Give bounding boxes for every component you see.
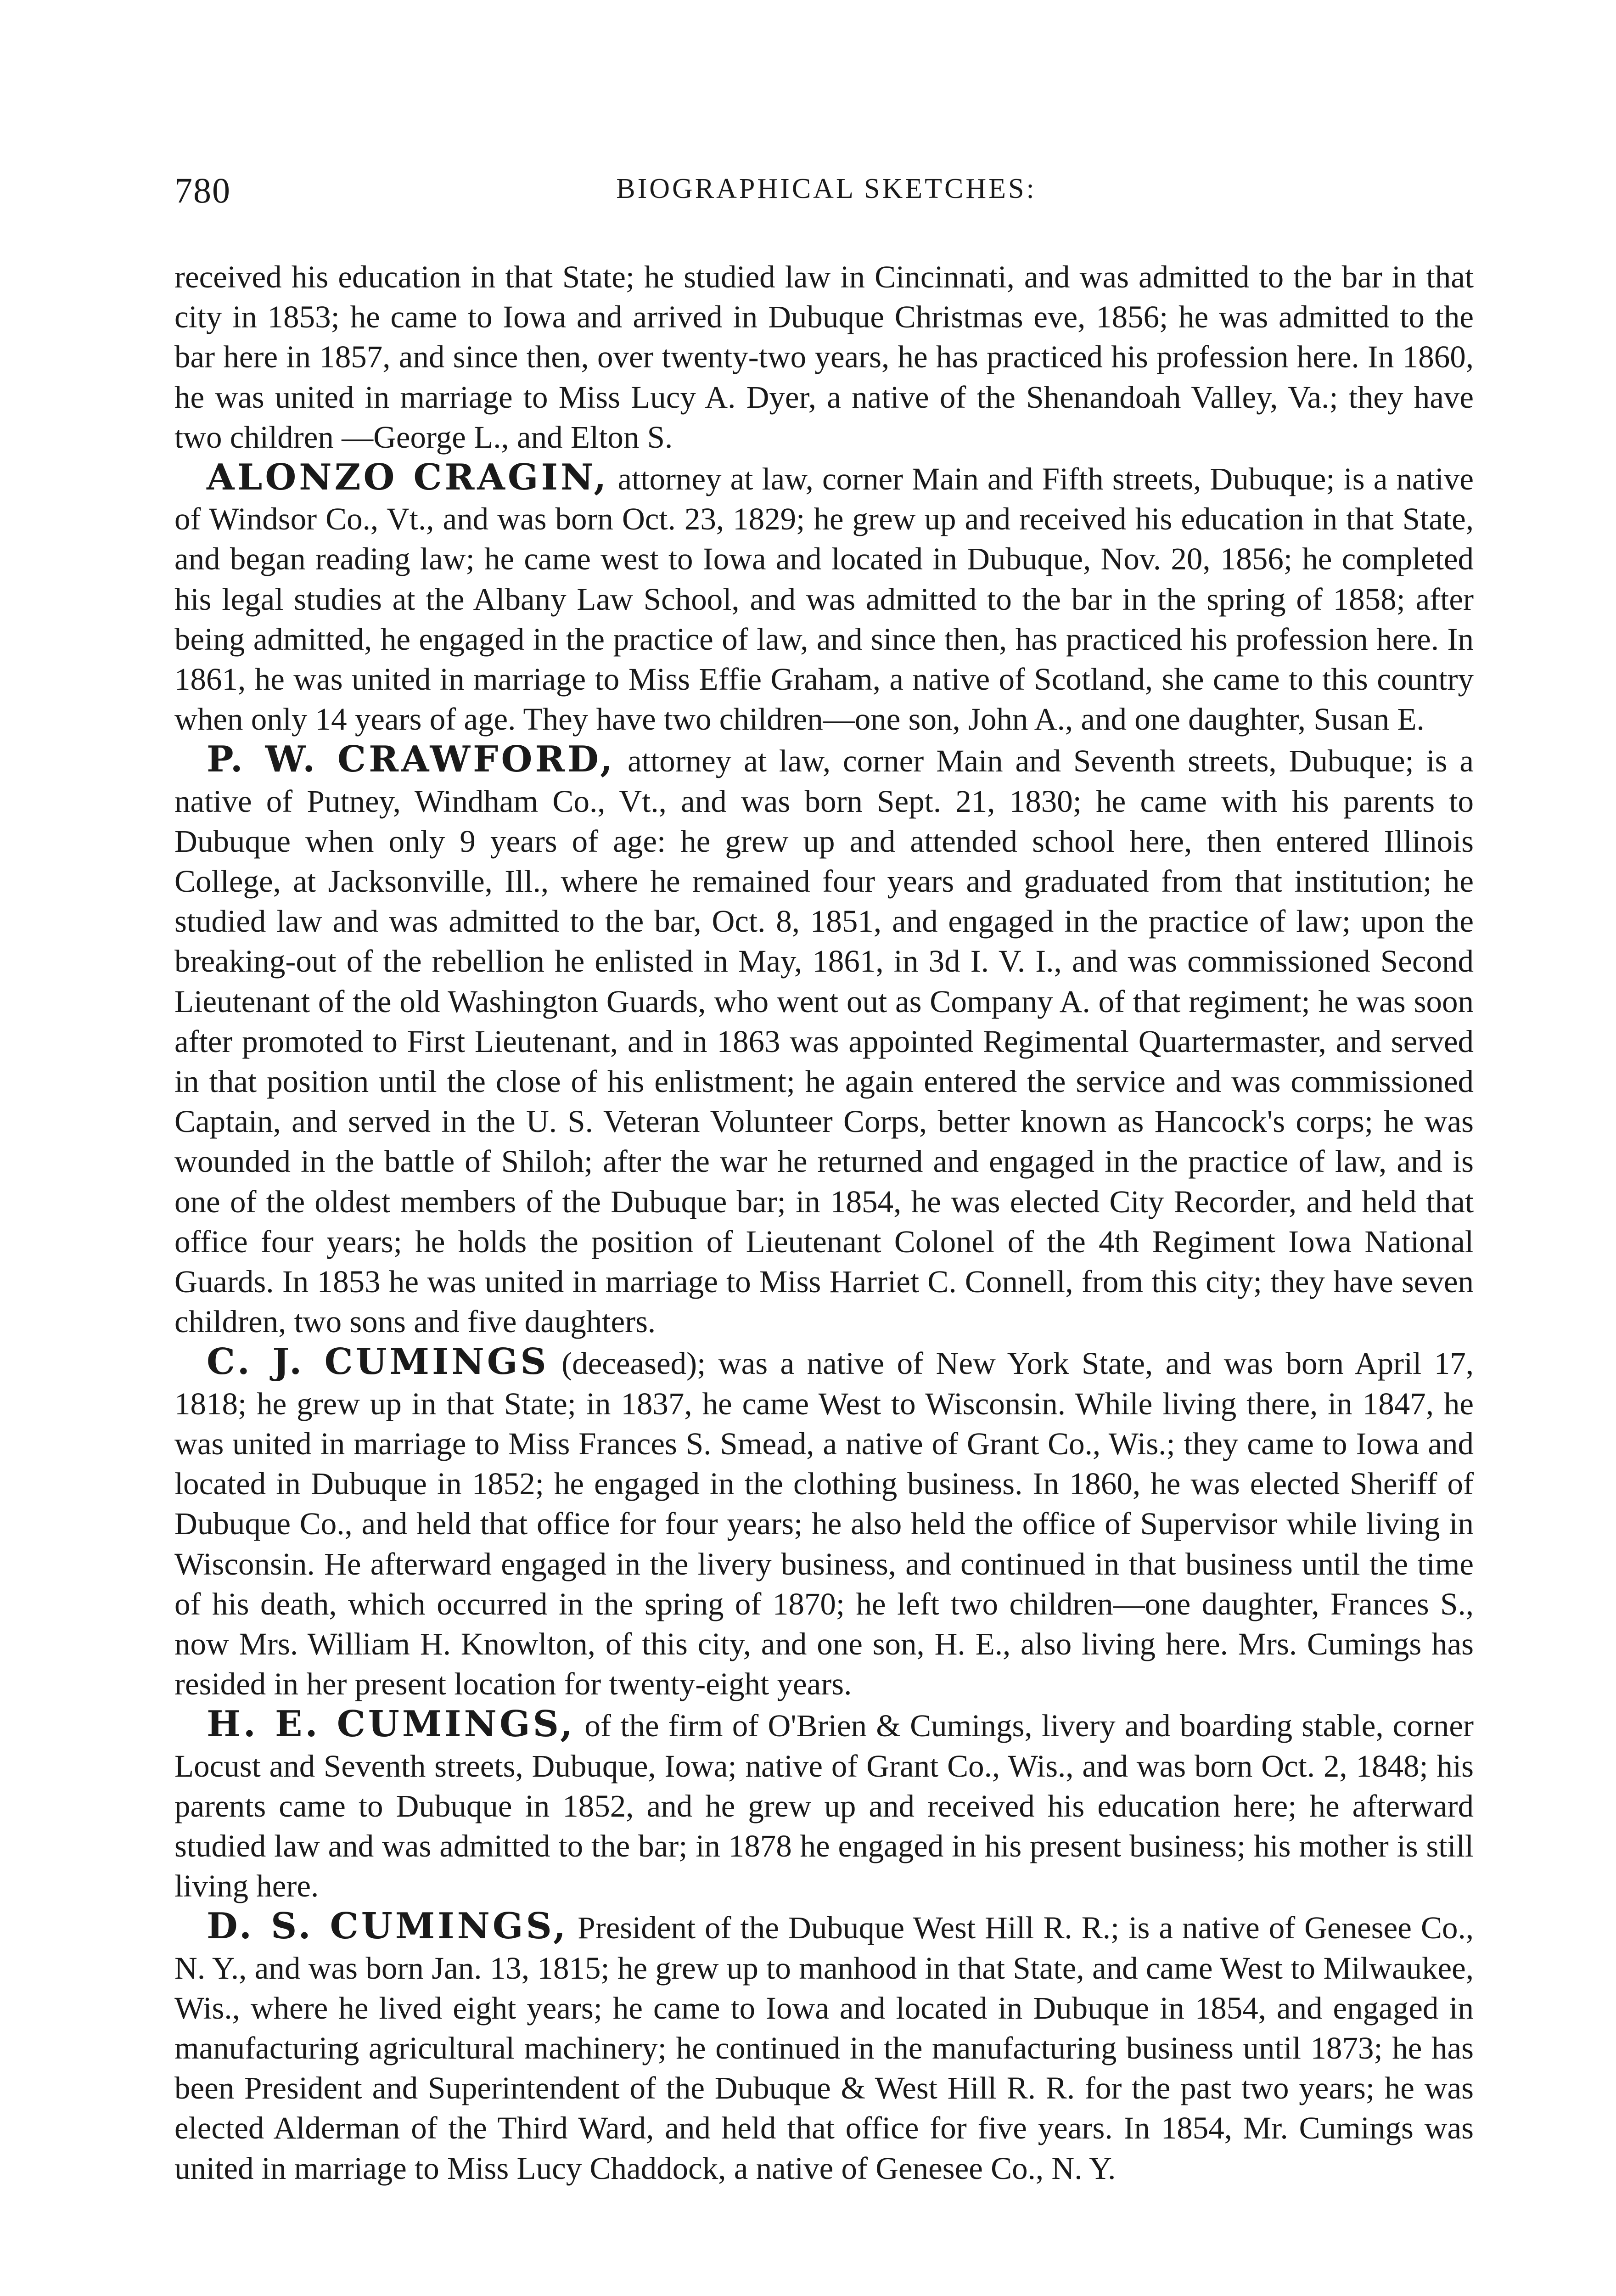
entry-text: attorney at law, corner Main and Fifth streets, Dubuque; is a native of Windsor Co., Vt., and was born Oct. 23, 1829; he grew up and received his education in that State, and began reading law; he came west to Iowa and located in Dubuque, Nov. 20, 1856; he completed his legal studies at the Albany Law School, and was admitted to the bar in the spring of 1858; after being admitted, he engaged in the practice of law, and since then, has practiced his profession here. In 1861, he was united in marriage to Miss Effie Graham, a native of Scotland, she came to this country when only 14 years of age. They have two children—one son, John A., and one daughter, Susan E. (174, 461, 1474, 737)
entry-name: P. W. CRAWFORD, (207, 738, 616, 781)
entry-d-s-cumings (174, 1906, 1474, 2188)
body-text (174, 257, 1474, 2296)
entry-name: ALONZO CRAGIN, (207, 456, 609, 499)
entry-text: (deceased); was a native of New York State, and was born April 17, 1818; he grew up in that State; in 1837, he came West to Wisconsin. While living there, in 1847, he was united in marriage to Miss Frances S. Smead, a native of Grant Co., Wis.; they came to Iowa and located in Dubuque in 1852; he engaged in the clothing business. In 1860, he was elected Sheriff of Dubuque Co., and held that office for four years; he also held the office of Supervisor while living in Wisconsin. He afterward engaged in the livery business, and continued in that business until the time of his death, which occurred in the spring of 1870; he left two children—one daughter, Frances S., now Mrs. William H. Knowlton, of this city, and one son, H. E., also living here. Mrs. Cumings has resided in her present location for twenty-eight years. (174, 1346, 1474, 1702)
entry-c-j-cumings (174, 1342, 1474, 1704)
entry-text: President of the Dubuque West Hill R. R.; is a native of Genesee Co., N. Y., and was born Jan. 13, 1815; he grew up to manhood in that State, and came West to Milwaukee, Wis., where he lived eight years; he came to Iowa and located in Dubuque in 1854, and engaged in manufacturing agricultural machinery; he continued in the manufacturing business until 1873; he has been President and Superintendent of the Dubuque & West Hill R. R. for the past two years; he was elected Alderman of the Third Ward, and held that office for five years. In 1854, Mr. Cumings was united in marriage to Miss Lucy Chaddock, a native of Genesee Co., N. Y. (174, 1910, 1474, 2186)
page-number: 780 (174, 170, 231, 210)
entry-alonzo-cragin (174, 457, 1474, 739)
running-head: BIOGRAPHICAL SKETCHES: (616, 173, 1037, 204)
entry-text: of the firm of O'Brien & Cumings, livery and boarding stable, corner Locust and Seventh streets, Dubuque, Iowa; native of Grant Co., Wis., and was born Oct. 2, 1848; his parents came to Dubuque in 1852, and he grew up and received his education here; he afterward studied law and was admitted to the bar; in 1878 he engaged in his present business; his mother is still living here. (174, 1708, 1474, 1904)
page-header (174, 170, 1478, 225)
entry-name: D. S. CUMINGS, (207, 1905, 569, 1947)
paragraph-continued (174, 257, 1474, 457)
paragraph-text: received his education in that State; he studied law in Cincinnati, and was admitted to the bar in that city in 1853; he came to Iowa and arrived in Dubuque Christmas eve, 1856; he was admitted to the bar here in 1857, and since then, over twenty-two years, he has practiced his profession here. In 1860, he was united in marriage to Miss Lucy A. Dyer, a native of the Shenandoah Valley, Va.; they have two children —George L., and Elton S. (174, 259, 1474, 455)
entry-h-e-cumings (174, 1704, 1474, 1906)
entry-p-w-crawford (174, 739, 1474, 1342)
entry-name: C. J. CUMINGS (207, 1341, 549, 1383)
entry-name: H. E. CUMINGS, (207, 1703, 576, 1745)
entry-text: attorney at law, corner Main and Seventh streets, Dubuque; is a native of Putney, Windham Co., Vt., and was born Sept. 21, 1830; he came with his parents to Dubuque when only 9 years of age: he grew up and attended school here, then entered Illinois College, at Jacksonville, Ill., where he remained four years and graduated from that institution; he studied law and was admitted to the bar, Oct. 8, 1851, and engaged in the practice of law; upon the breaking-out of the rebellion he enlisted in May, 1861, in 3d I. V. I., and was commissioned Second Lieutenant of the old Washington Guards, who went out as Company A. of that regiment; he was soon after promoted to First Lieutenant, and in 1863 was appointed Regimental Quartermaster, and served in that position until the close of his enlistment; he again entered the service and was commissioned Captain, and served in the U. S. Veteran Volunteer Corps, better known as Hancock's corps; he was wounded in the battle of Shiloh; after the war he returned and engaged in the practice of law, and is one of the oldest members of the Dubuque bar; in 1854, he was elected City Recorder, and held that office four years; he holds the position of Lieutenant Colonel of the 4th Regiment Iowa National Guards. In 1853 he was united in marriage to Miss Harriet C. Connell, from this city; they have seven children, two sons and five daughters. (174, 743, 1474, 1339)
